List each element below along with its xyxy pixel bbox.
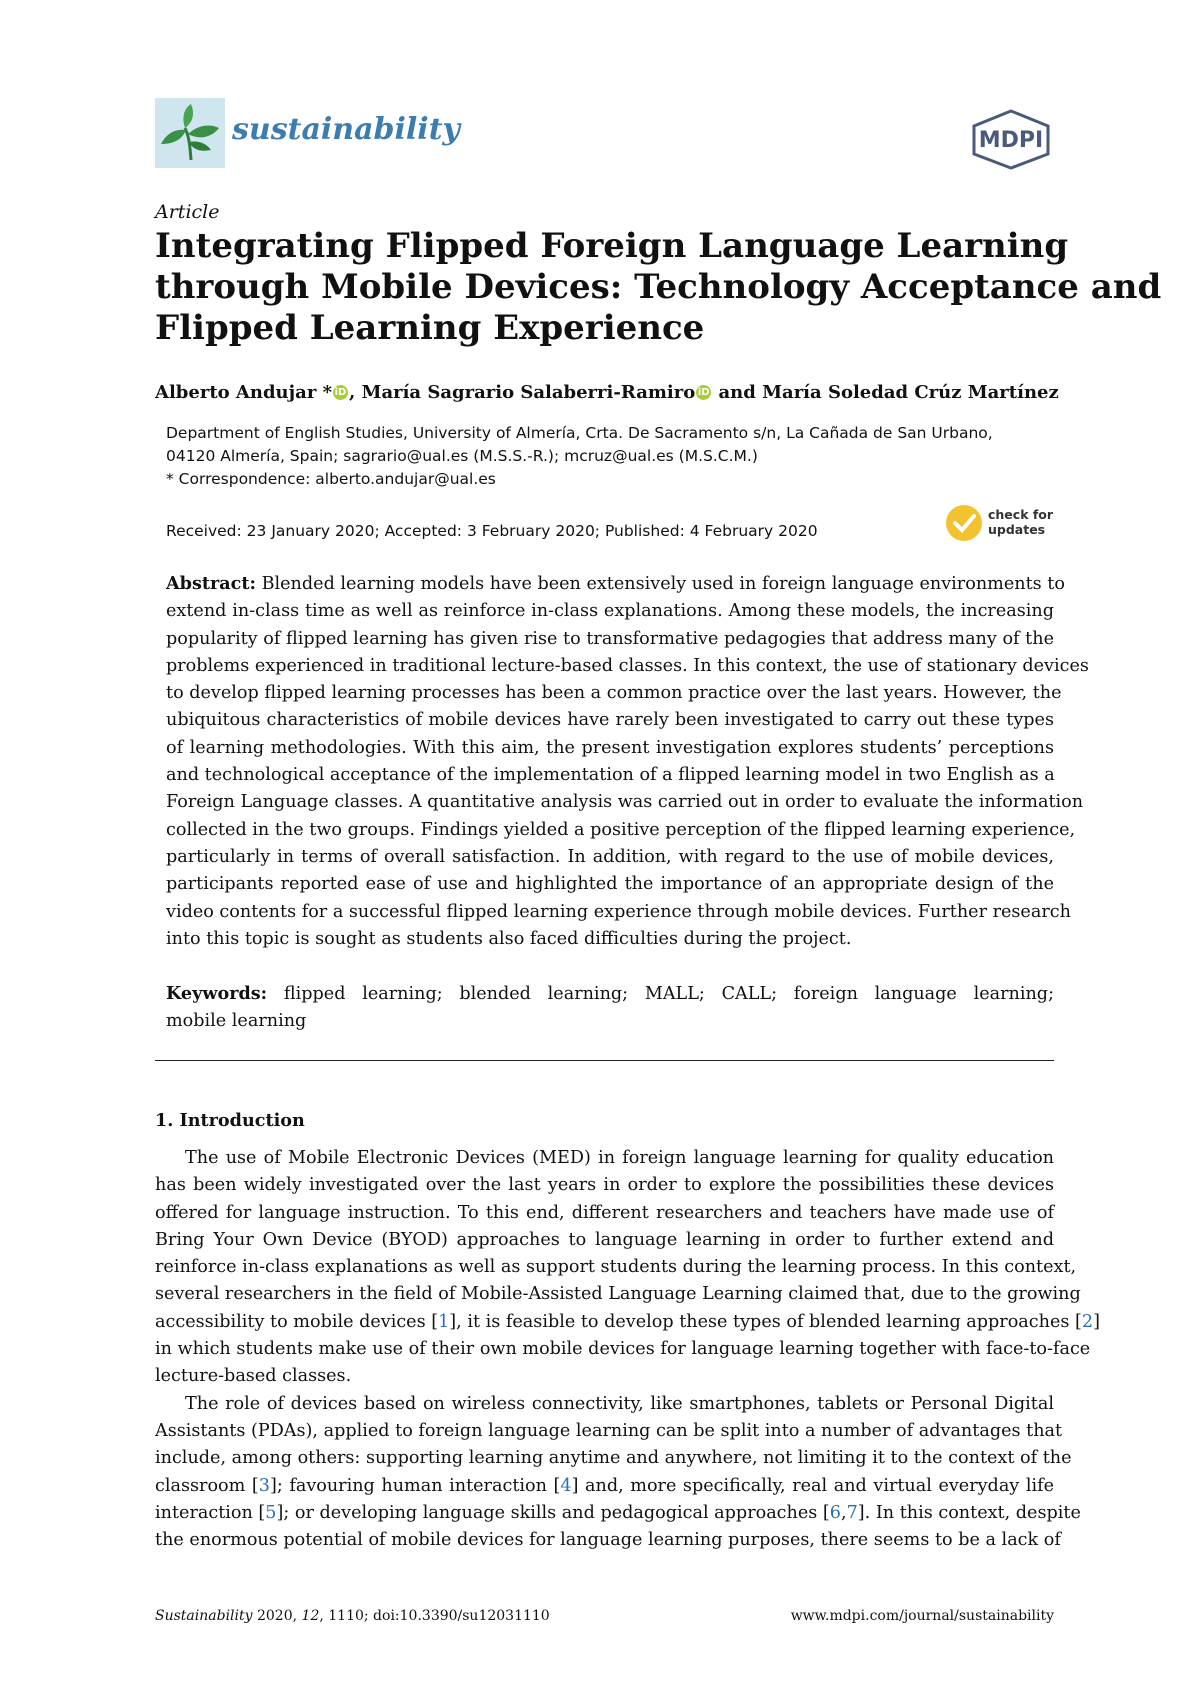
author-list <box>155 382 1059 403</box>
body-line: accessibility to mobile devices [1], it is feasible to develop these types of blended learning approaches [2] <box>155 1311 1100 1332</box>
citation-link[interactable]: 2 <box>1081 1311 1094 1332</box>
article-title <box>155 226 1162 349</box>
keywords-line: Keywords: flipped learning; blended learning; MALL; CALL; foreign language learning; <box>166 983 1054 1004</box>
abstract-line: particularly in terms of overall satisfaction. In addition, with regard to the use of mobile devices, <box>166 846 1054 867</box>
abstract <box>166 570 1089 953</box>
citation-link[interactable]: 1 <box>438 1311 450 1332</box>
title-line: through Mobile Devices: Technology Acceptance and <box>155 267 1162 307</box>
abstract-line: of learning methodologies. With this aim, the present investigation explores students’ perceptions <box>166 737 1054 758</box>
journal-logo <box>155 98 225 168</box>
abstract-line: Foreign Language classes. A quantitative analysis was carried out in order to evaluate the information <box>166 792 1084 813</box>
affiliation-line: Department of English Studies, University of Almería, Crta. De Sacramento s/n, La Cañada de San Urbano, <box>166 424 993 442</box>
body-line: has been widely investigated over the last years in order to explore the possibilities these devices <box>155 1175 1054 1196</box>
body-line: several researchers in the field of Mobile-Assisted Language Learning claimed that, due to the growing <box>155 1284 1081 1305</box>
section-divider <box>155 1060 1054 1061</box>
footer-citation: Sustainability 2020, 12, 1110; doi:10.3390/su12031110 <box>155 1608 550 1624</box>
abstract-line: ubiquitous characteristics of mobile devices have rarely been investigated to carry out these types <box>166 710 1054 731</box>
affiliations <box>166 422 1066 491</box>
footer-journal-url[interactable]: www.mdpi.com/journal/sustainability <box>790 1608 1054 1624</box>
body-line: offered for language instruction. To this end, different researchers and teachers have made use of <box>155 1202 1054 1223</box>
body-text <box>155 1145 1100 1554</box>
affiliation-line: 04120 Almería, Spain; sagrario@ual.es (M.S.S.-R.); mcruz@ual.es (M.S.C.M.) <box>166 447 758 465</box>
checkmark-icon <box>946 505 982 541</box>
body-line: reinforce in-class explanations as well as support students during the learning process. In this context, <box>155 1257 1077 1278</box>
publication-dates: Received: 23 January 2020; Accepted: 3 February 2020; Published: 4 February 2020 <box>166 522 818 540</box>
author-name[interactable]: , María Sagrario Salaberri-Ramiro <box>348 382 696 403</box>
check-updates-badge[interactable] <box>946 503 1066 545</box>
abstract-line: extend in-class time as well as reinforce in-class explanations. Among these models, the increasing <box>166 601 1054 622</box>
keywords-label: Keywords: <box>166 983 268 1004</box>
orcid-icon[interactable]: iD <box>697 387 710 398</box>
author-name[interactable]: and María Soledad Crúz Martínez <box>712 382 1059 403</box>
body-line: The use of Mobile Electronic Devices (MED) in foreign language learning for quality education <box>185 1148 1054 1168</box>
abstract-line: participants reported ease of use and highlighted the importance of an appropriate design of the <box>166 874 1054 895</box>
abstract-line: to develop flipped learning processes has been a common practice over the last years. However, the <box>166 683 1062 704</box>
body-line: Assistants (PDAs), applied to foreign language learning can be split into a number of advantages that <box>155 1420 1063 1441</box>
mdpi-logo <box>968 108 1054 170</box>
publisher-name: MDPI <box>978 128 1044 153</box>
body-line: interaction [5]; or developing language skills and pedagogical approaches [6,7]. In this context, despite <box>155 1502 1081 1523</box>
body-line: Bring Your Own Device (BYOD) approaches to language learning in order to further extend and <box>155 1229 1054 1250</box>
check-updates-text: check for updates <box>988 507 1054 537</box>
abstract-line: problems experienced in traditional lecture-based classes. In this context, the use of stationary devices <box>166 655 1089 676</box>
citation-link[interactable]: 3 <box>258 1475 270 1496</box>
citation-link[interactable]: 7 <box>846 1502 858 1523</box>
abstract-line: collected in the two groups. Findings yielded a positive perception of the flipped learning experience, <box>166 819 1076 840</box>
correspondence-line: * Correspondence: alberto.andujar@ual.es <box>166 470 496 488</box>
body-line: lecture-based classes. <box>155 1366 352 1387</box>
orcid-icon[interactable]: iD <box>334 387 347 398</box>
section-heading: 1. Introduction <box>155 1110 305 1131</box>
abstract-line: Abstract: Blended learning models have been extensively used in foreign language environments to <box>166 573 1065 594</box>
journal-name: sustainability <box>232 112 460 147</box>
title-line: Integrating Flipped Foreign Language Learning <box>155 226 1069 266</box>
keywords-line: mobile learning <box>166 1011 307 1032</box>
plant-icon <box>155 98 225 168</box>
citation-link[interactable]: 6 <box>829 1502 841 1523</box>
citation-link[interactable]: 5 <box>265 1502 277 1523</box>
abstract-line: popularity of flipped learning has given rise to transformative pedagogies that address many of the <box>166 628 1054 649</box>
body-line: in which students make use of their own mobile devices for language learning together with face-to-face <box>155 1339 1091 1360</box>
abstract-line: and technological acceptance of the implementation of a flipped learning model in two English as a <box>166 765 1055 786</box>
citation-link[interactable]: 4 <box>560 1475 572 1496</box>
title-line: Flipped Learning Experience <box>155 308 705 348</box>
author-name[interactable]: Alberto Andujar * <box>155 382 332 403</box>
body-line: classroom [3]; favouring human interaction [4] and, more specifically, real and virtual everyday life <box>155 1475 1054 1496</box>
article-type: Article <box>155 201 220 223</box>
body-line: The role of devices based on wireless connectivity, like smartphones, tablets or Personal Digital <box>185 1393 1054 1414</box>
mdpi-hexagon-icon <box>968 108 1054 170</box>
abstract-label: Abstract: <box>166 573 256 594</box>
abstract-line: into this topic is sought as students also faced difficulties during the project. <box>166 928 852 949</box>
keywords <box>166 980 1054 1036</box>
abstract-line: video contents for a successful flipped learning experience through mobile devices. Further research <box>166 901 1071 922</box>
body-line: the enormous potential of mobile devices for language learning purposes, there seems to be a lack of <box>155 1530 1061 1551</box>
body-line: include, among others: supporting learning anytime and anywhere, not limiting it to the context of the <box>155 1448 1072 1469</box>
